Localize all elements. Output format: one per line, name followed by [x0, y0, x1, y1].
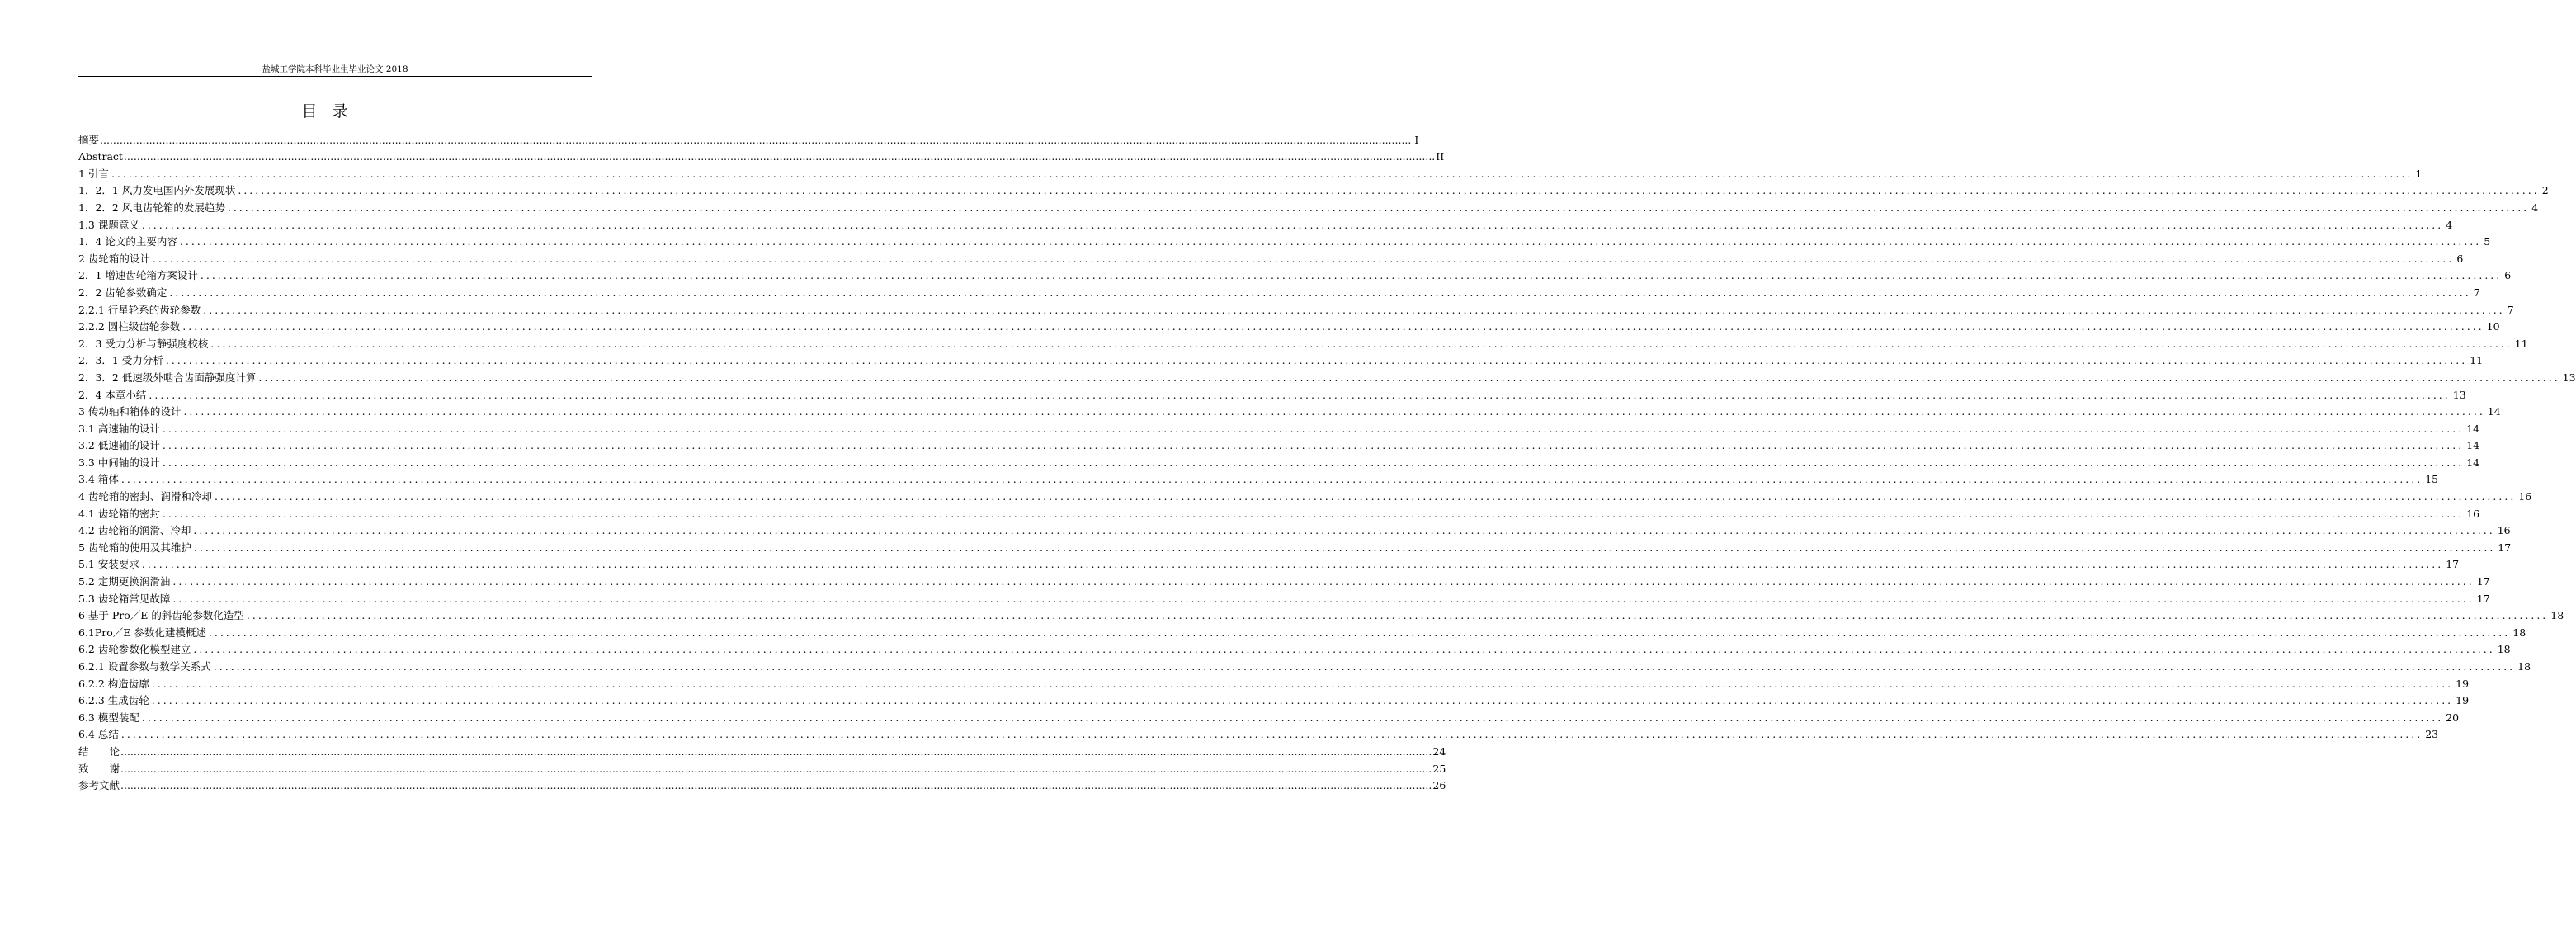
toc-dot-leader: ................................................................................................................................................................................................................................................................................................................................................................................................................	[120, 779, 1432, 792]
toc-entry-page-number: 6	[2504, 269, 2512, 282]
page-header: 盐城工学院本科毕业生毕业论文 2018	[78, 64, 592, 77]
toc-entry-label: 2．3 受力分析与静强度校核	[78, 337, 209, 350]
toc-entry-label: 2.2.2 圆柱级齿轮参数	[78, 320, 181, 333]
toc-dot-leader: ................................................................................................................................................................................................................................................................................................................................................................................................................	[172, 592, 2475, 605]
toc-entry-label: 3.3 中间轴的设计	[78, 456, 160, 469]
toc-dot-leader: ................................................................................................................................................................................................................................................................................................................................................................................................................	[123, 150, 1436, 163]
toc-entry[interactable]	[78, 486, 2532, 503]
toc-entry[interactable]	[78, 452, 2480, 470]
toc-dot-leader: ................................................................................................................................................................................................................................................................................................................................................................................................................	[141, 558, 2444, 571]
toc-entry-page-number: 16	[2518, 490, 2532, 503]
toc-entry-page-number: 13	[2562, 371, 2576, 384]
toc-entry-label: 致 谢	[78, 762, 120, 775]
toc-entry-label: 参考文献	[78, 779, 120, 792]
toc-entry-label: 1．2．1 风力发电国内外发展现状	[78, 184, 236, 197]
toc-entry[interactable]	[78, 673, 2470, 691]
toc-entry[interactable]	[78, 130, 1419, 147]
toc-entry-label: 3.4 箱体	[78, 473, 119, 486]
toc-entry-page-number: 17	[2476, 575, 2490, 588]
toc-entry[interactable]	[78, 282, 2480, 300]
toc-entry-label: 6.1Pro／E 参数化建模概述	[78, 626, 206, 639]
toc-entry-page-number: 14	[2487, 405, 2501, 418]
toc-entry-page-number: II	[1436, 150, 1445, 163]
toc-entry-label: 2．4 本章小结	[78, 388, 147, 401]
toc-entry[interactable]	[78, 758, 1446, 776]
toc-entry-label: 4 齿轮箱的密封、润滑和冷却	[78, 490, 212, 503]
toc-entry[interactable]	[78, 571, 2490, 588]
toc-entry-page-number: 5	[2484, 235, 2491, 248]
toc-entry-label: 6.2 齿轮参数化模型建立	[78, 643, 191, 656]
toc-entry-page-number: 4	[2531, 201, 2539, 214]
toc-entry[interactable]	[78, 351, 2484, 368]
toc-entry[interactable]	[78, 232, 2491, 249]
toc-entry-page-number: 10	[2486, 320, 2500, 333]
toc-entry[interactable]	[78, 555, 2460, 572]
toc-entry-page-number: 17	[2476, 592, 2490, 605]
toc-entry[interactable]	[78, 470, 2439, 487]
toc-entry-page-number: 13	[2452, 388, 2466, 401]
toc-dot-leader: ................................................................................................................................................................................................................................................................................................................................................................................................................	[200, 269, 2503, 282]
toc-dot-leader: ................................................................................................................................................................................................................................................................................................................................................................................................................	[169, 286, 2471, 299]
toc-entry[interactable]	[78, 537, 2512, 555]
toc-entry-label: 5.2 定期更换润滑油	[78, 575, 171, 588]
toc-dot-leader: ................................................................................................................................................................................................................................................................................................................................................................................................................	[210, 337, 2512, 350]
toc-entry[interactable]	[78, 503, 2480, 521]
toc-entry-page-number: 17	[2498, 541, 2512, 554]
toc-entry[interactable]	[78, 521, 2511, 538]
toc-entry-page-number: 20	[2446, 711, 2460, 724]
toc-dot-leader: ................................................................................................................................................................................................................................................................................................................................................................................................................	[227, 201, 2530, 214]
toc-dot-leader: ................................................................................................................................................................................................................................................................................................................................................................................................................	[151, 677, 2454, 690]
toc-entry-page-number: 25	[1432, 762, 1446, 775]
toc-entry[interactable]	[78, 367, 2576, 385]
toc-entry[interactable]	[78, 402, 2501, 419]
toc-entry-page-number: 1	[2415, 167, 2423, 180]
toc-entry-page-number: 18	[2512, 626, 2526, 639]
toc-entry-label: 2.2.1 行星轮系的齿轮参数	[78, 303, 201, 316]
toc-entry[interactable]	[78, 147, 1445, 164]
toc-entry-label: 1.3 课题意义	[78, 218, 139, 231]
toc-dot-leader: ................................................................................................................................................................................................................................................................................................................................................................................................................	[151, 694, 2454, 707]
toc-entry-label: 6.3 模型装配	[78, 711, 139, 724]
toc-dot-leader: ................................................................................................................................................................................................................................................................................................................................................................................................................	[214, 490, 2517, 503]
toc-entry-label: 3 传动轴和箱体的设计	[78, 405, 182, 418]
toc-entry-label: 3.1 高速轴的设计	[78, 422, 160, 435]
toc-entry-label: 5.3 齿轮箱常见故障	[78, 592, 171, 605]
toc-entry[interactable]	[78, 640, 2511, 657]
toc-entry-page-number: 23	[2425, 728, 2439, 741]
toc-dot-leader: ................................................................................................................................................................................................................................................................................................................................................................................................................	[111, 167, 2413, 180]
toc-dot-leader: ................................................................................................................................................................................................................................................................................................................................................................................................................	[193, 541, 2496, 554]
toc-dot-leader: ................................................................................................................................................................................................................................................................................................................................................................................................................	[193, 643, 2495, 656]
toc-entry-label: 3.2 低速轴的设计	[78, 439, 160, 452]
toc-entry[interactable]	[78, 333, 2528, 351]
toc-dot-leader: ................................................................................................................................................................................................................................................................................................................................................................................................................	[162, 456, 2465, 469]
toc-entry[interactable]	[78, 606, 2564, 623]
toc-dot-leader: ................................................................................................................................................................................................................................................................................................................................................................................................................	[203, 303, 2505, 316]
toc-entry[interactable]	[78, 741, 1446, 758]
toc-entry-page-number: 11	[2470, 354, 2484, 367]
toc-entry-page-number: 18	[2497, 643, 2511, 656]
toc-entry-label: 1．2．2 风电齿轮箱的发展趋势	[78, 201, 225, 214]
toc-dot-leader: ................................................................................................................................................................................................................................................................................................................................................................................................................	[246, 609, 2549, 622]
toc-entry-label: 1 引言	[78, 167, 109, 180]
toc-dot-leader: ................................................................................................................................................................................................................................................................................................................................................................................................................	[238, 184, 2540, 197]
toc-entry-label: 5 齿轮箱的使用及其维护	[78, 541, 191, 554]
toc-dot-leader: ................................................................................................................................................................................................................................................................................................................................................................................................................	[258, 371, 2560, 384]
toc-entry-page-number: 11	[2514, 337, 2528, 350]
toc-entry[interactable]	[78, 248, 2464, 266]
toc-entry-page-number: 19	[2456, 677, 2470, 690]
toc-entry[interactable]	[78, 776, 1446, 793]
toc-entry-label: 5.1 安装要求	[78, 558, 139, 571]
toc-dot-leader: ................................................................................................................................................................................................................................................................................................................................................................................................................	[120, 744, 1432, 758]
toc-entry-page-number: 16	[2466, 507, 2480, 520]
toc-entry-page-number: 7	[2473, 286, 2480, 299]
toc-entry-page-number: 18	[2550, 609, 2564, 622]
toc-entry-page-number: I	[1414, 133, 1419, 146]
toc-entry-page-number: 6	[2456, 252, 2464, 265]
toc-entry-label: 2．2 齿轮参数确定	[78, 286, 167, 299]
toc-entry-label: 6.2.1 设置参数与数学关系式	[78, 660, 211, 673]
toc-dot-leader: ................................................................................................................................................................................................................................................................................................................................................................................................................	[165, 354, 2468, 367]
toc-entry-label: 1．4 论文的主要内容	[78, 235, 177, 248]
toc-entry-label: 结 论	[78, 744, 120, 758]
toc-entry-page-number: 7	[2507, 303, 2514, 316]
toc-entry-label: 6.2.3 生成齿轮	[78, 694, 149, 707]
toc-entry-label: 6 基于 Pro／E 的斜齿轮参数化造型	[78, 609, 244, 622]
toc-entry[interactable]	[78, 588, 2490, 606]
toc-entry[interactable]	[78, 725, 2439, 742]
toc-entry[interactable]	[78, 300, 2514, 317]
toc-entry-page-number: 16	[2497, 524, 2511, 537]
toc-entry-label: 4.1 齿轮箱的密封	[78, 507, 160, 520]
toc-dot-leader: ................................................................................................................................................................................................................................................................................................................................................................................................................	[213, 660, 2516, 673]
toc-dot-leader: ................................................................................................................................................................................................................................................................................................................................................................................................................	[162, 439, 2465, 452]
toc-dot-leader: ................................................................................................................................................................................................................................................................................................................................................................................................................	[208, 626, 2511, 639]
toc-entry-page-number: 17	[2446, 558, 2460, 571]
toc-dot-leader: ................................................................................................................................................................................................................................................................................................................................................................................................................	[149, 388, 2451, 401]
toc-entry[interactable]	[78, 197, 2539, 215]
toc-dot-leader: ................................................................................................................................................................................................................................................................................................................................................................................................................	[179, 235, 2482, 248]
toc-entry-page-number: 19	[2456, 694, 2470, 707]
toc-entry[interactable]	[78, 436, 2480, 453]
toc-entry[interactable]	[78, 418, 2480, 436]
toc-entry[interactable]	[78, 317, 2500, 334]
toc-dot-leader: ................................................................................................................................................................................................................................................................................................................................................................................................................	[120, 728, 2423, 741]
toc-entry-page-number: 2	[2541, 184, 2549, 197]
toc-dot-leader: ................................................................................................................................................................................................................................................................................................................................................................................................................	[182, 320, 2484, 333]
toc-entry-label: 4.2 齿轮箱的润滑、冷却	[78, 524, 191, 537]
page-title: 目 录	[301, 102, 353, 120]
toc-entry-label: 6.2.2 构造齿廓	[78, 677, 149, 690]
toc-dot-leader: ................................................................................................................................................................................................................................................................................................................................................................................................................	[152, 252, 2455, 265]
toc-entry-page-number: 24	[1432, 744, 1446, 758]
toc-entry-page-number: 14	[2466, 422, 2480, 435]
toc-dot-leader: ................................................................................................................................................................................................................................................................................................................................................................................................................	[141, 218, 2444, 231]
toc-entry-page-number: 14	[2466, 439, 2480, 452]
toc-entry-label: 2．3．1 受力分析	[78, 354, 163, 367]
toc-dot-leader: ................................................................................................................................................................................................................................................................................................................................................................................................................	[193, 524, 2495, 537]
toc-entry-label: 2．3．2 低速级外啮合齿面静强度计算	[78, 371, 257, 384]
toc-entry[interactable]	[78, 163, 2423, 181]
toc-entry[interactable]	[78, 385, 2466, 402]
toc-entry-label: 6.4 总结	[78, 728, 119, 741]
toc-dot-leader: ................................................................................................................................................................................................................................................................................................................................................................................................................	[100, 133, 1412, 146]
toc-entry[interactable]	[78, 181, 2549, 198]
toc-dot-leader: ................................................................................................................................................................................................................................................................................................................................................................................................................	[183, 405, 2485, 418]
toc-entry-page-number: 4	[2446, 218, 2453, 231]
toc-entry-page-number: 26	[1432, 779, 1446, 792]
toc-entry-label: 2 齿轮箱的设计	[78, 252, 150, 265]
toc-entry[interactable]	[78, 622, 2526, 640]
toc-entry-label: 2．1 增速齿轮箱方案设计	[78, 269, 198, 282]
toc-entry-label: Abstract	[78, 150, 123, 163]
toc-dot-leader: ................................................................................................................................................................................................................................................................................................................................................................................................................	[162, 507, 2465, 520]
toc-entry[interactable]	[78, 215, 2453, 232]
toc-entry-page-number: 15	[2425, 473, 2439, 486]
toc-entry[interactable]	[78, 656, 2531, 673]
toc-entry[interactable]	[78, 266, 2512, 283]
toc-dot-leader: ................................................................................................................................................................................................................................................................................................................................................................................................................	[120, 762, 1432, 775]
table-of-contents	[78, 130, 2576, 792]
toc-entry-page-number: 18	[2517, 660, 2531, 673]
toc-dot-leader: ................................................................................................................................................................................................................................................................................................................................................................................................................	[172, 575, 2475, 588]
toc-entry-label: 摘要	[78, 133, 100, 146]
toc-dot-leader: ................................................................................................................................................................................................................................................................................................................................................................................................................	[120, 473, 2423, 486]
toc-entry[interactable]	[78, 691, 2470, 708]
toc-dot-leader: ................................................................................................................................................................................................................................................................................................................................................................................................................	[162, 422, 2465, 435]
toc-entry[interactable]	[78, 707, 2460, 725]
toc-entry-page-number: 14	[2466, 456, 2480, 469]
toc-dot-leader: ................................................................................................................................................................................................................................................................................................................................................................................................................	[141, 711, 2444, 724]
